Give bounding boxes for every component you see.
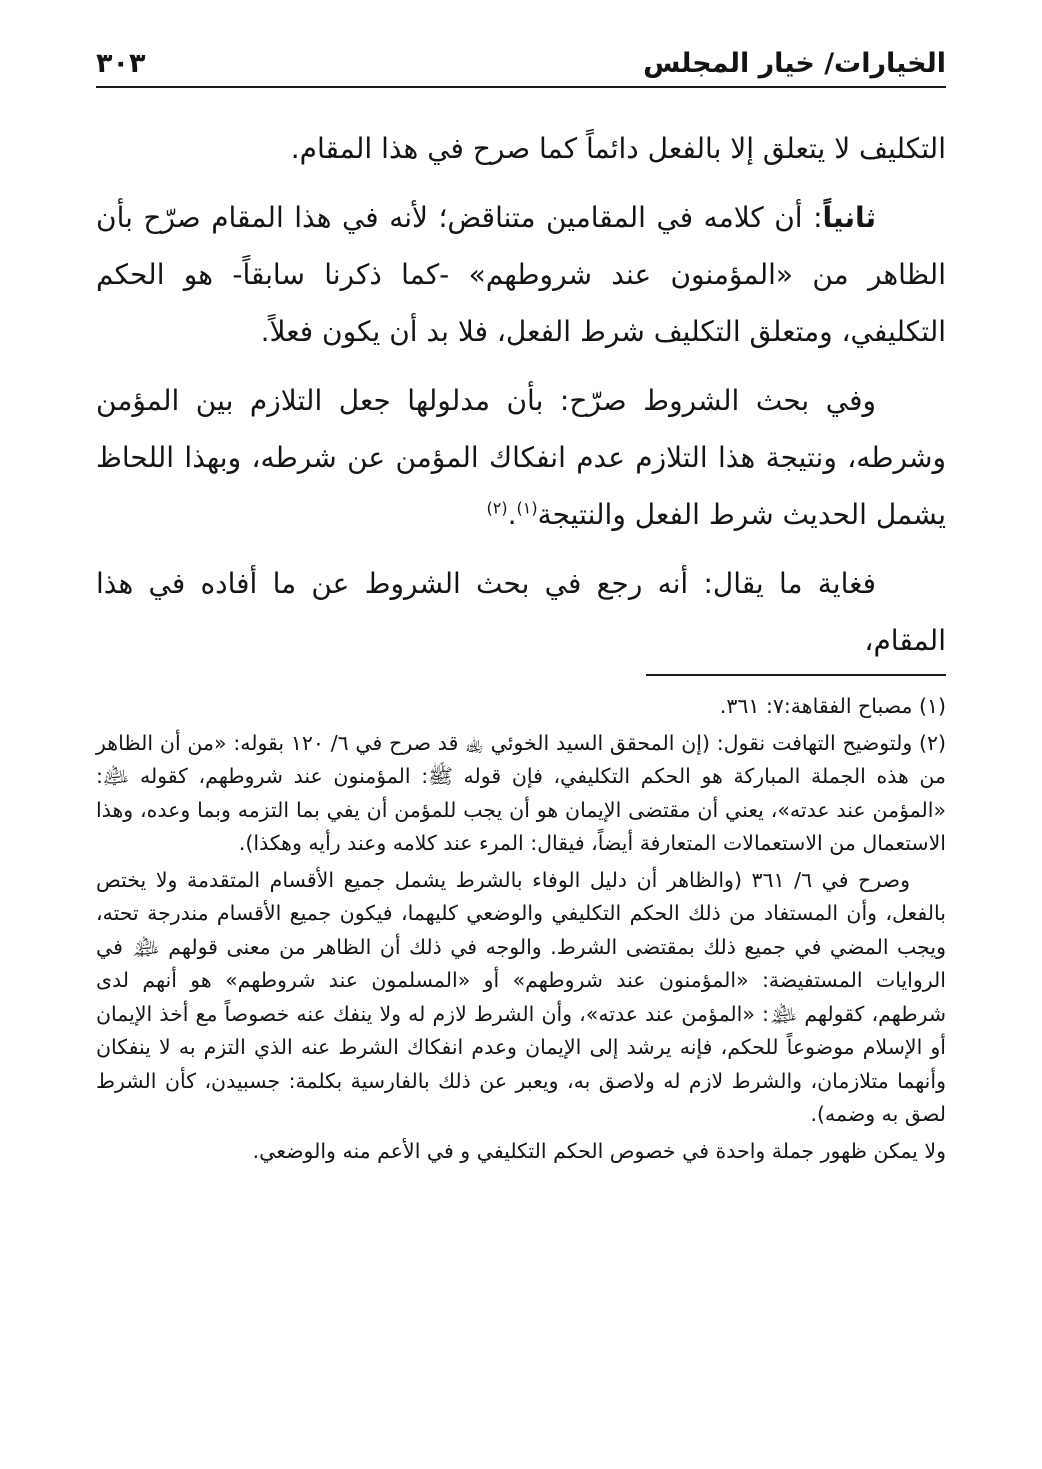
footnote-ref-1[interactable]: (١) [516,498,538,518]
paragraph-2 [96,189,946,360]
footnote-divider [646,674,946,676]
chapter-title: الخيارات/ خيار المجلس [643,47,946,79]
paragraph-3 [96,372,946,543]
footnotes [96,690,946,1171]
main-text [96,120,946,681]
footnote-ref-2[interactable]: (٢) [486,498,508,518]
page-number: ٣٠٣ [96,47,146,79]
footnote-1: (١) مصباح الفقاهة:٧: ٣٦١. [719,694,946,718]
paragraph-2-lead: ثانياً [822,201,876,234]
paragraph-1: التكليف لا يتعلق إلا بالفعل دائماً كما صرح في هذا المقام. [290,132,946,165]
paragraph-3-end: . [507,498,517,531]
footnote-2-part-1: (٢) ولتوضيح التهافت نقول: (إن المحقق السيد الخوئي ﵀ قد صرح في ٦/ ١٢٠ بقوله: «من أن الظاهر من هذه الجملة المباركة هو الحكم التكليفي، فإن قوله ﷺ: المؤمنون عند شروطهم، كقوله ﵇: «المؤمن عند عدته»، يعني أن مقتضى الإيمان هو أن يجب للمؤمن أن يفي بما التزمه وبما وعده، وهذا الاستعمال من الاستعمالات المتعارفة أيضاً، فيقال: المرء عند كلامه وعند رأيه وهكذا). [96,730,946,855]
paragraph-4: فغاية ما يقال: أنه رجع في بحث الشروط عن ما أفاده في هذا المقام، [96,567,946,657]
paragraph-2-text: : أن كلامه في المقامين متناقض؛ لأنه في هذا المقام صرّح بأن الظاهر من «المؤمنون عند شروطهم» -كما ذكرنا سابقاً- هو الحكم التكليفي، ومتعلق التكليف شرط الفعل، فلا بد أن يكون فعلاً. [96,201,946,348]
paragraph-3-text: وفي بحث الشروط صرّح: بأن مدلولها جعل التلازم بين المؤمن وشرطه، ونتيجة هذا التلازم عدم انفكاك المؤمن عن شرطه، وبهذا اللحاظ يشمل الحديث شرط الفعل والنتيجة [96,384,946,531]
footnote-2-part-3: ولا يمكن ظهور جملة واحدة في خصوص الحكم التكليفي و في الأعم منه والوضعي. [252,1138,946,1163]
running-header [96,40,946,88]
footnote-2-part-2: وصرح في ٦/ ٣٦١ (والظاهر أن دليل الوفاء بالشرط يشمل جميع الأقسام المتقدمة ولا يختص بالفعل، وأن المستفاد من ذلك الحكم التكليفي والوضعي كليهما، فيكون جميع الأقسام مندرجة تحته، ويجب المضي في جميع ذلك بمقتضى الشرط. والوجه في ذلك أن الظاهر من معنى قولهم ﵈ في الروايات المستفيضة: «المؤمنون عند شروطهم» أو «المسلمون عند شروطهم» هو أنهم لدى شرطهم، كقولهم ﵈: «المؤمن عند عدته»، وأن الشرط لازم له ولا ينفك عنه خصوصاً مع أخذ الإيمان أو الإسلام موضوعاً للحكم، فإنه يرشد إلى الإيمان وعدم انفكاك الشرط عنه الذي التزم به لا ينفكان وأنهما متلازمان، والشرط لازم له ولاصق به، ويعبر عن ذلك بالفارسية بكلمة: جسبيدن، كأن الشرط لصق به وضمه). [96,867,946,1126]
